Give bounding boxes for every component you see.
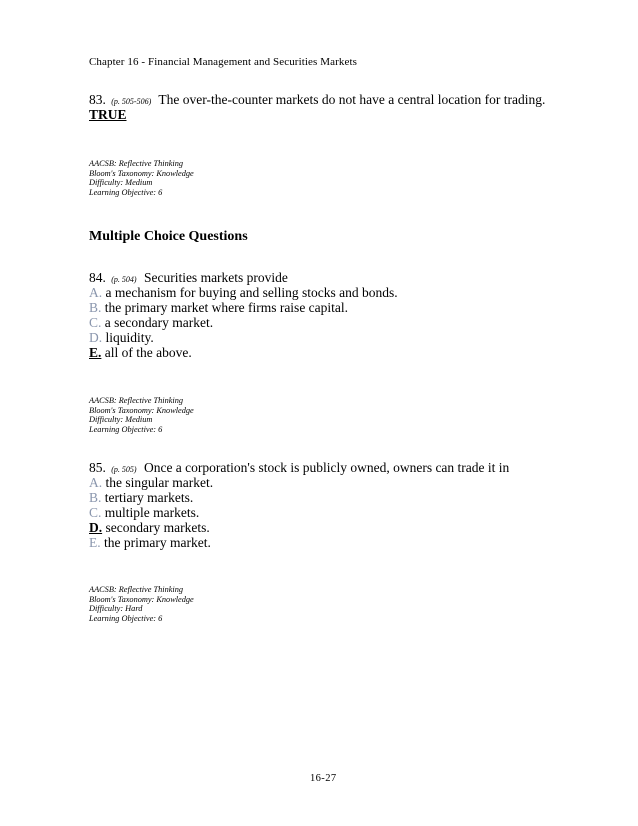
- option-d-correct: [89, 520, 210, 535]
- option-d: [89, 330, 154, 345]
- question-number: 83.: [89, 92, 106, 107]
- option-letter: A.: [89, 285, 103, 300]
- meta-objective: Learning Objective: 6: [89, 424, 163, 434]
- page-reference: (p. 505): [111, 465, 137, 474]
- option-b: [89, 300, 348, 315]
- option-text: a secondary market.: [104, 315, 214, 330]
- option-text: the primary market where firms raise capital.: [104, 300, 349, 315]
- option-c: [89, 315, 213, 330]
- option-b: [89, 490, 193, 505]
- option-a: [89, 285, 398, 300]
- option-c: [89, 505, 199, 520]
- option-text: a mechanism for buying and selling stocks and bonds.: [105, 285, 398, 300]
- question-83: [89, 92, 609, 109]
- option-e: [89, 535, 211, 550]
- option-text: the singular market.: [105, 475, 214, 490]
- page-reference: (p. 505-506): [111, 97, 152, 106]
- meta-aacsb: AACSB: Reflective Thinking: [89, 396, 184, 405]
- question-number: 85.: [89, 460, 106, 475]
- option-letter: E.: [89, 345, 102, 360]
- question-83-metadata: [89, 159, 194, 197]
- option-e-correct: [89, 345, 192, 360]
- meta-difficulty: Difficulty: Medium: [89, 415, 153, 424]
- section-title: Multiple Choice Questions: [89, 229, 248, 244]
- page-reference: (p. 504): [111, 275, 137, 284]
- option-letter: E.: [89, 535, 101, 550]
- meta-blooms: Bloom's Taxonomy: Knowledge: [89, 594, 194, 604]
- chapter-header: Chapter 16 - Financial Management and Securities Markets: [89, 56, 357, 68]
- meta-difficulty: Difficulty: Hard: [89, 604, 143, 613]
- option-letter: C.: [89, 505, 102, 520]
- option-text: the primary market.: [104, 535, 211, 550]
- meta-difficulty: Difficulty: Medium: [89, 178, 153, 187]
- page-number: 16-27: [310, 773, 337, 784]
- option-letter: B.: [89, 490, 102, 505]
- question-85-metadata: [89, 585, 194, 623]
- question-text: Once a corporation's stock is publicly owned, owners can trade it in: [143, 460, 510, 475]
- meta-blooms: Bloom's Taxonomy: Knowledge: [89, 168, 194, 178]
- option-text: all of the above.: [104, 345, 192, 360]
- option-text: tertiary markets.: [104, 490, 194, 505]
- meta-objective: Learning Objective: 6: [89, 187, 163, 197]
- option-a: [89, 475, 213, 490]
- question-text: Securities markets provide: [143, 270, 288, 285]
- option-letter: D.: [89, 520, 103, 535]
- option-letter: B.: [89, 300, 102, 315]
- question-number: 84.: [89, 270, 106, 285]
- meta-aacsb: AACSB: Reflective Thinking: [89, 585, 184, 594]
- option-text: multiple markets.: [104, 505, 200, 520]
- option-letter: D.: [89, 330, 103, 345]
- question-84-metadata: [89, 396, 194, 434]
- meta-objective: Learning Objective: 6: [89, 613, 163, 623]
- question-text: The over-the-counter markets do not have a central location for trading.: [158, 92, 546, 107]
- answer-true: TRUE: [89, 107, 127, 122]
- option-text: secondary markets.: [105, 520, 210, 535]
- meta-blooms: Bloom's Taxonomy: Knowledge: [89, 405, 194, 415]
- option-letter: C.: [89, 315, 102, 330]
- option-text: liquidity.: [105, 330, 154, 345]
- meta-aacsb: AACSB: Reflective Thinking: [89, 159, 184, 168]
- option-letter: A.: [89, 475, 103, 490]
